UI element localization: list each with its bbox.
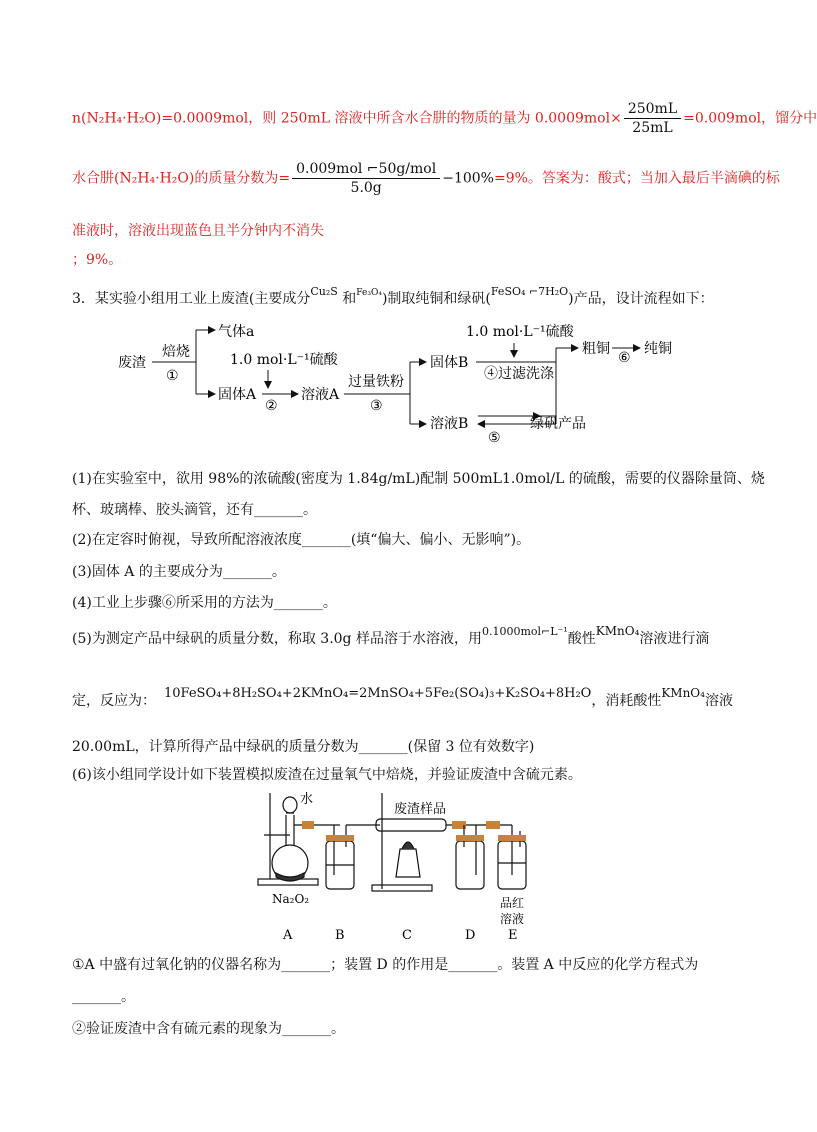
acid2-label: 1.0 mol·L⁻¹硫酸: [466, 324, 574, 340]
crude-copper-label: 粗铜: [582, 341, 610, 357]
answer-line-2: [72, 160, 780, 197]
label-b: B: [335, 928, 345, 943]
feizha-label: 废渣: [118, 355, 146, 371]
solution-a-label: 溶液A: [301, 387, 340, 403]
sample-label: 废渣样品: [394, 802, 447, 817]
q1-line-b: 杯、玻璃棒、胶头滴管，还有_______。: [72, 502, 317, 518]
fraction: $\frac{250mL}{25mL}$: [624, 100, 681, 137]
answer-text: −100%: [442, 170, 494, 187]
step6-label: ⑥: [618, 350, 631, 366]
solid-a-label: 固体A: [218, 387, 257, 403]
apparatus-diagram: [0, 785, 800, 955]
step3-label: ③: [370, 398, 383, 414]
water-label: 水: [300, 792, 314, 807]
apparatus-d: [456, 821, 512, 889]
q6-1-line-a: ①A 中盛有过氧化钠的仪器名称为_______；装置 D 的作用是_______。装置 A 中反应的化学方程式为: [72, 957, 699, 973]
q6-line: (6)该小组同学设计如下装置模拟废渣在过量氧气中焙烧，并验证废渣中含硫元素。: [72, 767, 582, 783]
q2-line: (2)在定容时俯视，导致所配溶液浓度_______(填“偏大、偏小、无影响”)。: [72, 532, 531, 548]
iron-label: 过量铁粉: [348, 374, 404, 390]
question-intro: 3．某实验小组用工业上废渣(主要成分$^{Cu_2S}$ 和$^{Fe_3O_4}$)制取纯铜和绿矾($^{FeSO_4 ⌐7H_2O}$)产品，设计流程如下：: [72, 285, 714, 307]
label-e: E: [508, 928, 518, 943]
q3-line: (3)固体 A 的主要成分为_______。: [72, 564, 286, 580]
answer-text: =9%。答案为：酸式；当加入最后半滴碘的标: [493, 170, 780, 187]
q6-2-line: ②验证废渣中含有硫元素的现象为_______。: [72, 1021, 345, 1037]
answer-text: 水合肼(N₂H₄·H₂O)的质量分数为=: [72, 170, 291, 187]
apparatus-b: [326, 825, 380, 889]
q1-line-a: (1)在实验室中，欲用 98%的浓硫酸(密度为 1.84g/mL)配制 500mL1.0mol/L 的硫酸，需要的仪器除量筒、烧: [72, 471, 765, 487]
q5-line-b: 定，反应为： 10FeSO₄+8H₂SO₄+2KMnO₄=2MnSO₄+5Fe₂(SO₄)₃+K₂SO₄+8H₂O，消耗酸性KMnO₄溶液: [72, 686, 733, 709]
pinhong-label-2: 溶液: [500, 912, 525, 926]
label-a: A: [283, 928, 293, 943]
answer-text: n(N₂H₄·H₂O)=0.0009mol，则 250mL 溶液中所含水合肼的物质的量为 0.0009mol×: [72, 110, 622, 127]
apparatus-e: [498, 825, 526, 889]
acid1-label: 1.0 mol·L⁻¹硫酸: [230, 352, 338, 368]
step5-label: ⑤: [488, 430, 501, 446]
fraction: $\frac{\text{0.009mol ⌐50g/mol}}{5.0g}$: [292, 160, 440, 197]
flowchart: [0, 310, 800, 450]
step1-label: ①: [166, 368, 179, 384]
label-c: C: [402, 928, 412, 943]
answer-line-1: [72, 100, 817, 137]
pure-copper-label: 纯铜: [644, 341, 672, 357]
green-vitriol-label: 绿矾产品: [530, 416, 586, 432]
gas-a-label: 气体a: [218, 324, 255, 340]
q5-line-c: 20.00mL，计算所得产品中绿矾的质量分数为_______(保留 3 位有效数字): [72, 739, 535, 755]
pinhong-label-1: 品红: [500, 896, 525, 910]
q6-1-line-b: _______。: [72, 989, 135, 1005]
label-d: D: [465, 928, 476, 943]
answer-line-4: ；9%。: [72, 252, 123, 268]
solution-b-label: 溶液B: [430, 416, 469, 432]
q5-line-a: (5)为测定产品中绿矾的质量分数，称取 3.0g 样品溶于水溶液，用$^{0.1000mol⌐L^{-1}}$酸性KMnO₄溶液进行滴: [72, 624, 710, 647]
fenshao-label: 焙烧: [162, 344, 190, 360]
na2o2-label: Na₂O₂: [272, 892, 310, 906]
step4-label: ④过滤洗涤: [484, 366, 554, 382]
q4-line: (4)工业上步骤⑥所采用的方法为_______。: [72, 595, 337, 611]
step2-label: ②: [265, 398, 278, 414]
answer-line-3: 准液时，溶液出现蓝色且半分钟内不消失: [72, 223, 324, 239]
solid-b-label: 固体B: [430, 355, 469, 371]
reaction-equation: 10FeSO₄+8H₂SO₄+2KMnO₄=2MnSO₄+5Fe₂(SO₄)₃+K₂SO₄+8H₂O: [164, 686, 592, 701]
answer-text: =0.009mol，馏分中: [683, 110, 817, 127]
